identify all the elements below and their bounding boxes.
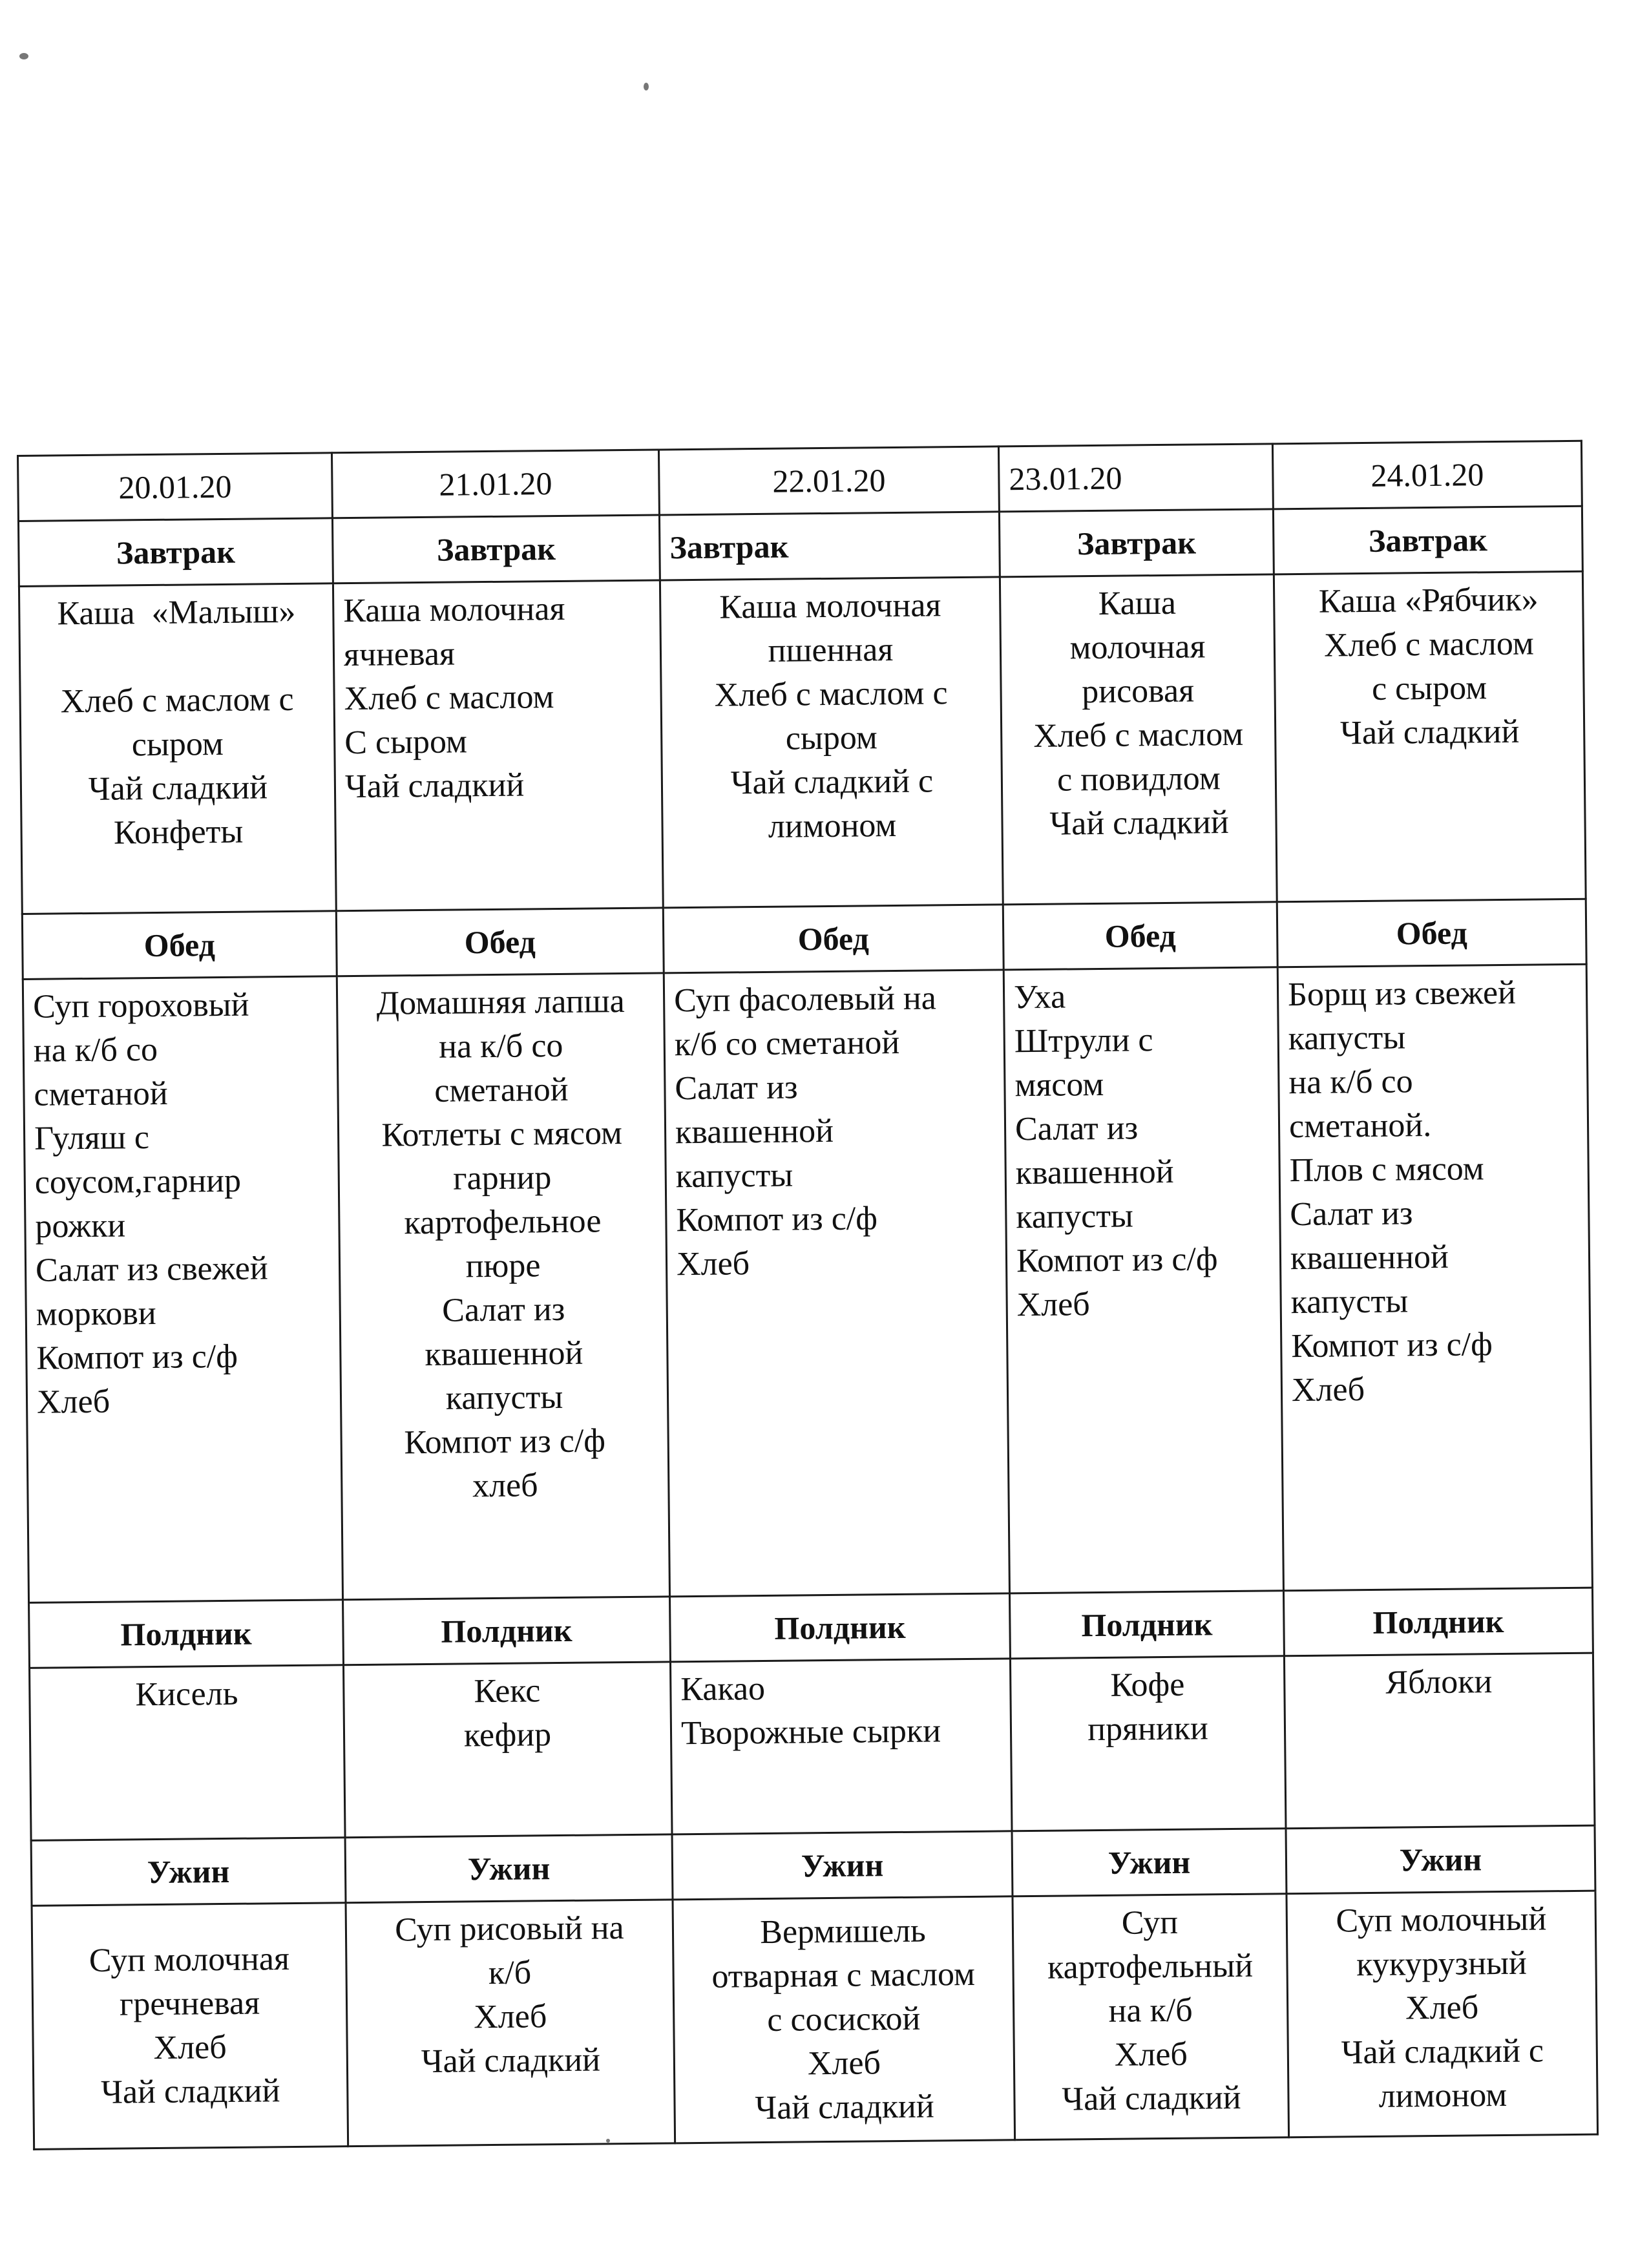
- menu-line: пряники: [1087, 1710, 1209, 1748]
- menu-line: Хлеб с маслом: [1033, 715, 1244, 755]
- lunch-heading: Обед: [22, 911, 337, 980]
- date-cell: 22.01.20: [658, 446, 999, 515]
- breakfast-heading: Завтрак: [999, 509, 1274, 577]
- menu-cell: [664, 970, 1009, 1597]
- menu-line: Хлеб с маслом с: [60, 680, 294, 720]
- menu-cell: [333, 580, 663, 911]
- date-cell: 23.01.20: [998, 444, 1273, 512]
- menu-cell: [19, 583, 336, 914]
- menu-line: Салат из: [675, 1069, 798, 1108]
- menu-line: Хлеб с маслом с: [714, 675, 948, 714]
- menu-line: Суп молочный: [1336, 1900, 1547, 1940]
- menu-line: Конфеты: [113, 813, 244, 852]
- dinner-heading: Ужин: [31, 1838, 346, 1906]
- menu-line: лимоном: [1378, 2076, 1507, 2115]
- menu-line: лимоном: [768, 806, 897, 845]
- snack-menu-row: [30, 1653, 1595, 1840]
- menu-line: Чай сладкий: [1339, 713, 1520, 752]
- lunch-menu-row: [23, 964, 1592, 1602]
- menu-line: к/б со сметаной: [674, 1024, 900, 1064]
- menu-line: квашенной: [675, 1112, 834, 1151]
- menu-line: Хлеб с маслом: [344, 678, 554, 718]
- menu-line: С сыром: [344, 723, 468, 762]
- menu-cell: [337, 973, 669, 1600]
- menu-line: Каша «Рябчик»: [1318, 581, 1539, 620]
- date-cell: 21.01.20: [331, 450, 659, 518]
- menu-line: Хлеб с маслом: [1323, 625, 1535, 664]
- menu-line: рисовая: [1081, 672, 1195, 711]
- menu-line: Суп рисовый на: [394, 1909, 624, 1949]
- menu-line: Каша молочная: [719, 587, 941, 626]
- menu-line: Уха: [1013, 978, 1066, 1016]
- lunch-heading: Обед: [1003, 902, 1277, 970]
- menu-line: картофельный: [1047, 1947, 1254, 1986]
- menu-line: Суп молочная: [89, 1940, 290, 1980]
- menu-line: Кекс: [474, 1672, 541, 1710]
- menu-line: Компот из с/ф: [1016, 1241, 1218, 1280]
- menu-line: Компот из с/ф: [676, 1200, 878, 1239]
- menu-line: Домашняя лапша: [376, 983, 625, 1022]
- menu-line: Салат из: [1290, 1195, 1413, 1234]
- menu-line: гарнир: [452, 1159, 552, 1197]
- menu-cell: [660, 577, 1003, 908]
- menu-line: Штрули с: [1014, 1022, 1153, 1060]
- menu-line: на к/б со: [1288, 1063, 1413, 1102]
- menu-line: Чай сладкий: [1062, 2079, 1241, 2118]
- menu-cell: [670, 1659, 1012, 1834]
- menu-line: отварная с маслом: [711, 1955, 976, 1995]
- menu-line: с сосиской: [767, 2000, 921, 2039]
- menu-line: Чай сладкий: [88, 769, 268, 808]
- menu-line: Компот из с/ф: [1291, 1326, 1493, 1365]
- menu-line: Суп гороховый: [32, 986, 249, 1025]
- menu-line: Чай сладкий: [421, 2041, 601, 2081]
- menu-line: Плов с мясом: [1289, 1150, 1484, 1190]
- menu-cell: [1003, 967, 1283, 1593]
- menu-line: квашенной: [1015, 1153, 1174, 1192]
- menu-line: на к/б: [1108, 1991, 1193, 2030]
- menu-line: сметаной: [434, 1071, 569, 1109]
- menu-line: Чай сладкий с: [1341, 2032, 1544, 2072]
- menu-line: мясом: [1014, 1066, 1104, 1104]
- menu-line: соусом,гарнир: [34, 1162, 242, 1201]
- menu-line: ячневая: [343, 635, 456, 674]
- menu-line: Кофе: [1110, 1666, 1185, 1704]
- menu-line: Салат из: [1014, 1109, 1139, 1148]
- lunch-heading: Обед: [663, 905, 1003, 973]
- menu-line: моркови: [36, 1294, 156, 1333]
- menu-line: Каша «Малыш»: [57, 593, 296, 633]
- menu-cell: [32, 1903, 348, 2150]
- menu-line: квашенной: [425, 1334, 583, 1374]
- menu-line: Хлеб: [1291, 1371, 1365, 1409]
- menu-line: Каша: [1098, 584, 1177, 622]
- menu-line: молочная: [1069, 628, 1206, 667]
- lunch-heading: Обед: [336, 908, 664, 976]
- breakfast-heading: Завтрак: [659, 512, 1000, 580]
- breakfast-heading: Завтрак: [1273, 506, 1582, 574]
- scan-speck: [19, 53, 28, 59]
- menu-line: с повидлом: [1056, 760, 1221, 799]
- menu-cell: [673, 1896, 1015, 2143]
- menu-cell: [1013, 1894, 1289, 2140]
- menu-line: капусты: [1288, 1019, 1406, 1058]
- menu-line: на к/б со: [438, 1027, 563, 1066]
- menu-line: капусты: [1016, 1197, 1134, 1236]
- menu-line: капусты: [1290, 1283, 1409, 1321]
- lunch-heading: Обед: [1277, 899, 1586, 967]
- menu-cell: [1277, 964, 1592, 1591]
- menu-line: капусты: [675, 1157, 793, 1195]
- menu-line: Компот из с/ф: [36, 1338, 238, 1377]
- menu-line: Компот из с/ф: [404, 1422, 606, 1462]
- menu-line: кефир: [463, 1716, 552, 1754]
- snack-heading: Полдник: [343, 1597, 671, 1665]
- menu-line: Хлеб: [807, 2044, 881, 2083]
- breakfast-menu-row: [19, 571, 1586, 914]
- menu-line: Хлеб: [676, 1245, 750, 1283]
- dinner-heading: Ужин: [672, 1831, 1013, 1900]
- menu-line: Вермишель: [759, 1912, 927, 1951]
- menu-line: Чай сладкий: [755, 2088, 934, 2127]
- menu-line: Хлеб: [1114, 2035, 1188, 2074]
- menu-line: капусты: [445, 1378, 563, 1417]
- menu-cell: [343, 1662, 672, 1838]
- menu-line: сметаной.: [1288, 1107, 1432, 1146]
- menu-line: сыром: [131, 725, 224, 764]
- snack-heading: Полдник: [29, 1600, 344, 1668]
- menu-line: Чай сладкий: [344, 766, 525, 806]
- dinner-heading: Ужин: [1012, 1829, 1287, 1896]
- menu-cell: [30, 1665, 346, 1841]
- menu-cell: [1284, 1653, 1595, 1829]
- menu-line: рожки: [35, 1207, 126, 1245]
- date-cell: 24.01.20: [1272, 441, 1582, 509]
- menu-line: Хлеб: [1405, 1989, 1479, 2027]
- menu-line: пшенная: [768, 631, 894, 669]
- menu-cell: [346, 1900, 675, 2147]
- menu-line: пюре: [465, 1247, 541, 1285]
- menu-line: Хлеб: [36, 1383, 110, 1421]
- menu-line: Каша молочная: [343, 590, 565, 630]
- menu-line: Чай сладкий с: [730, 762, 934, 802]
- menu-line: Творожные сырки: [680, 1712, 941, 1752]
- menu-line: Какао: [680, 1670, 766, 1708]
- menu-line: Чай сладкий: [1049, 804, 1229, 843]
- menu-line: на к/б со: [33, 1031, 158, 1069]
- menu-line: картофельное: [404, 1202, 602, 1242]
- menu-table: [17, 440, 1599, 2150]
- menu-line: Хлеб: [153, 2028, 227, 2067]
- menu-line: Котлеты с мясом: [381, 1115, 623, 1154]
- menu-cell: [1274, 571, 1586, 902]
- menu-cell: [1287, 1891, 1598, 2137]
- menu-line: квашенной: [1290, 1238, 1449, 1277]
- scan-speck: [644, 83, 649, 90]
- menu-line: [30, 633, 324, 680]
- menu-line: Салат из свежей: [35, 1250, 268, 1289]
- dinner-heading: Ужин: [345, 1834, 673, 1903]
- date-cell: 20.01.20: [18, 453, 333, 521]
- menu-line: Кисель: [135, 1675, 238, 1714]
- menu-cell: [1000, 574, 1277, 905]
- menu-line: хлеб: [472, 1467, 538, 1505]
- menu-line: Чай сладкий: [100, 2072, 280, 2111]
- menu-cell: [1010, 1656, 1286, 1831]
- dinner-menu-row: [32, 1891, 1598, 2149]
- breakfast-heading: Завтрак: [18, 518, 333, 587]
- menu-line: Хлеб: [1016, 1286, 1091, 1324]
- menu-line: сметаной: [34, 1075, 168, 1113]
- breakfast-heading: Завтрак: [332, 515, 660, 583]
- snack-heading: Полдник: [1283, 1588, 1593, 1656]
- menu-line: Яблоки: [1385, 1663, 1493, 1701]
- menu-line: Салат из: [441, 1290, 565, 1329]
- menu-line: Суп: [1121, 1904, 1179, 1942]
- snack-heading: Полдник: [670, 1593, 1011, 1662]
- menu-line: Суп фасолевый на: [673, 980, 937, 1020]
- menu-line: Гуляш с: [34, 1119, 150, 1157]
- snack-heading: Полдник: [1009, 1591, 1284, 1659]
- dinner-heading: Ужин: [1286, 1825, 1595, 1894]
- menu-line: кукурузный: [1356, 1944, 1528, 1984]
- menu-line: Борщ из свежей: [1287, 974, 1517, 1014]
- menu-line: с сыром: [1371, 669, 1487, 708]
- menu-cell: [23, 976, 342, 1603]
- menu-line: Хлеб: [473, 1998, 547, 2036]
- menu-line: гречневая: [119, 1984, 260, 2023]
- menu-line: к/б: [488, 1954, 532, 1992]
- menu-line: сыром: [785, 719, 878, 757]
